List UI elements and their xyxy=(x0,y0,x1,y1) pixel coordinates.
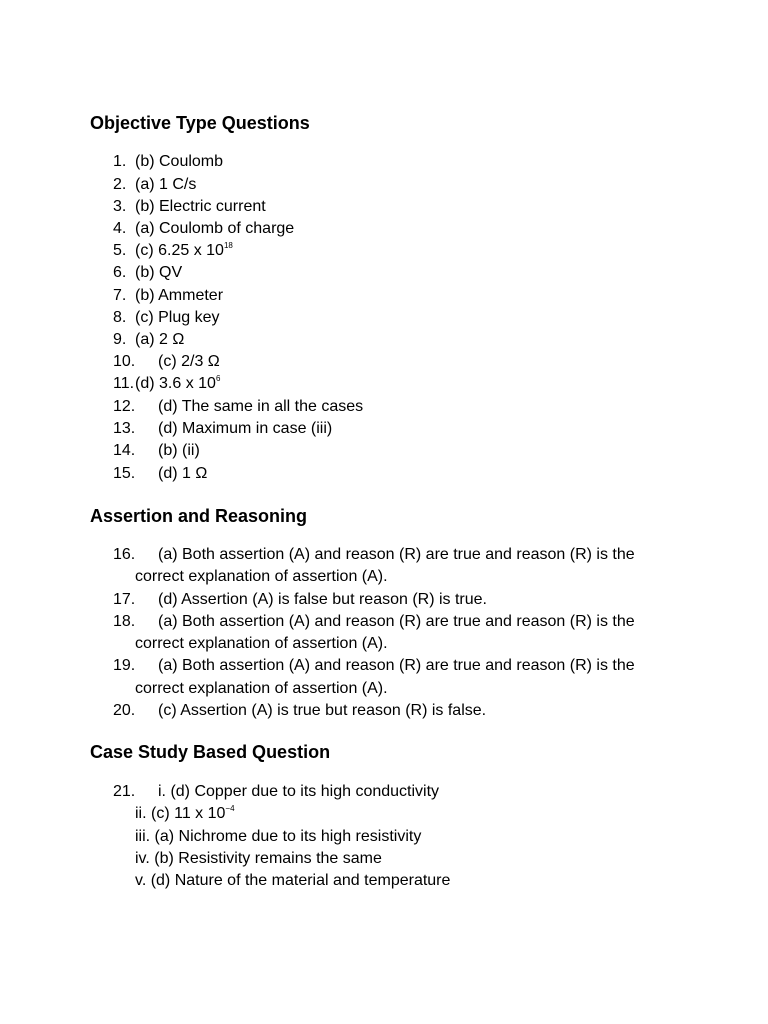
exponent: −4 xyxy=(225,804,235,813)
answer-number: 7. xyxy=(113,287,127,304)
answer-number: 16. xyxy=(113,546,136,563)
answer-text: (c) Plug key xyxy=(135,309,220,326)
sub-answer-iii: iii. (a) Nichrome due to its high resistivity xyxy=(135,828,422,845)
answer-text: (c) 6.25 x 10 xyxy=(135,242,224,259)
sub-answer-iv: iv. (b) Resistivity remains the same xyxy=(135,850,382,867)
answer-text: (a) Both assertion (A) and reason (R) are true and reason (R) is the xyxy=(158,657,635,674)
answer-number: 14. xyxy=(113,442,136,459)
answer-number: 17. xyxy=(113,591,136,608)
answer-text-with-exponent xyxy=(135,241,233,261)
answer-text: (c) Assertion (A) is true but reason (R) is false. xyxy=(158,702,487,719)
answer-number: 15. xyxy=(113,465,136,482)
answer-number: 21. xyxy=(113,783,136,800)
answer-text: (b) Electric current xyxy=(135,198,266,215)
answer-text: (a) Both assertion (A) and reason (R) are true and reason (R) is the xyxy=(158,546,635,563)
answer-number: 10. xyxy=(113,353,136,370)
answer-number: 18. xyxy=(113,613,136,630)
answer-text: (a) 2 Ω xyxy=(135,331,185,348)
answer-text: i. (d) Copper due to its high conductivity xyxy=(158,783,440,800)
answer-text: (d) 3.6 x 10 xyxy=(135,375,216,392)
sub-answer-ii xyxy=(135,804,235,824)
answer-number: 20. xyxy=(113,702,136,719)
answer-number: 19. xyxy=(113,657,136,674)
answer-continuation: correct explanation of assertion (A). xyxy=(135,680,388,697)
answer-text: (d) Assertion (A) is false but reason (R) is true. xyxy=(158,591,487,608)
answer-text: (b) QV xyxy=(135,264,183,281)
answer-number: 6. xyxy=(113,264,127,281)
answer-continuation: correct explanation of assertion (A). xyxy=(135,568,388,585)
answer-text: (b) (ii) xyxy=(158,442,200,459)
answer-text: (c) 2/3 Ω xyxy=(158,353,220,370)
answer-number: 1. xyxy=(113,153,127,170)
answer-number: 12. xyxy=(113,398,136,415)
answer-text: (a) Coulomb of charge xyxy=(135,220,295,237)
answer-continuation: correct explanation of assertion (A). xyxy=(135,635,388,652)
answer-number: 4. xyxy=(113,220,127,237)
assertion-heading: Assertion and Reasoning xyxy=(90,506,308,526)
answer-number: 8. xyxy=(113,309,127,326)
sub-answer-v: v. (d) Nature of the material and temperature xyxy=(135,872,451,889)
answer-text: (a) 1 C/s xyxy=(135,176,197,193)
answer-text: (b) Ammeter xyxy=(135,287,224,304)
exponent: 6 xyxy=(215,374,221,383)
answer-number: 9. xyxy=(113,331,127,348)
answer-number: 3. xyxy=(113,198,127,215)
exponent: 18 xyxy=(223,241,233,250)
answer-number: 13. xyxy=(113,420,136,437)
sub-answer-text: ii. (c) 11 x 10 xyxy=(135,805,226,822)
answer-text: (d) Maximum in case (iii) xyxy=(158,420,333,437)
case-study-heading: Case Study Based Question xyxy=(90,742,331,762)
answer-text-with-exponent xyxy=(135,374,220,394)
answer-number: 5. xyxy=(113,242,127,259)
answer-number: 11. xyxy=(113,375,135,392)
answer-number: 2. xyxy=(113,176,127,193)
answer-text: (d) 1 Ω xyxy=(158,465,208,482)
answer-text: (a) Both assertion (A) and reason (R) are true and reason (R) is the xyxy=(158,613,635,630)
objective-heading: Objective Type Questions xyxy=(90,113,310,133)
answer-text: (d) The same in all the cases xyxy=(158,398,364,415)
answer-text: (b) Coulomb xyxy=(135,153,224,170)
